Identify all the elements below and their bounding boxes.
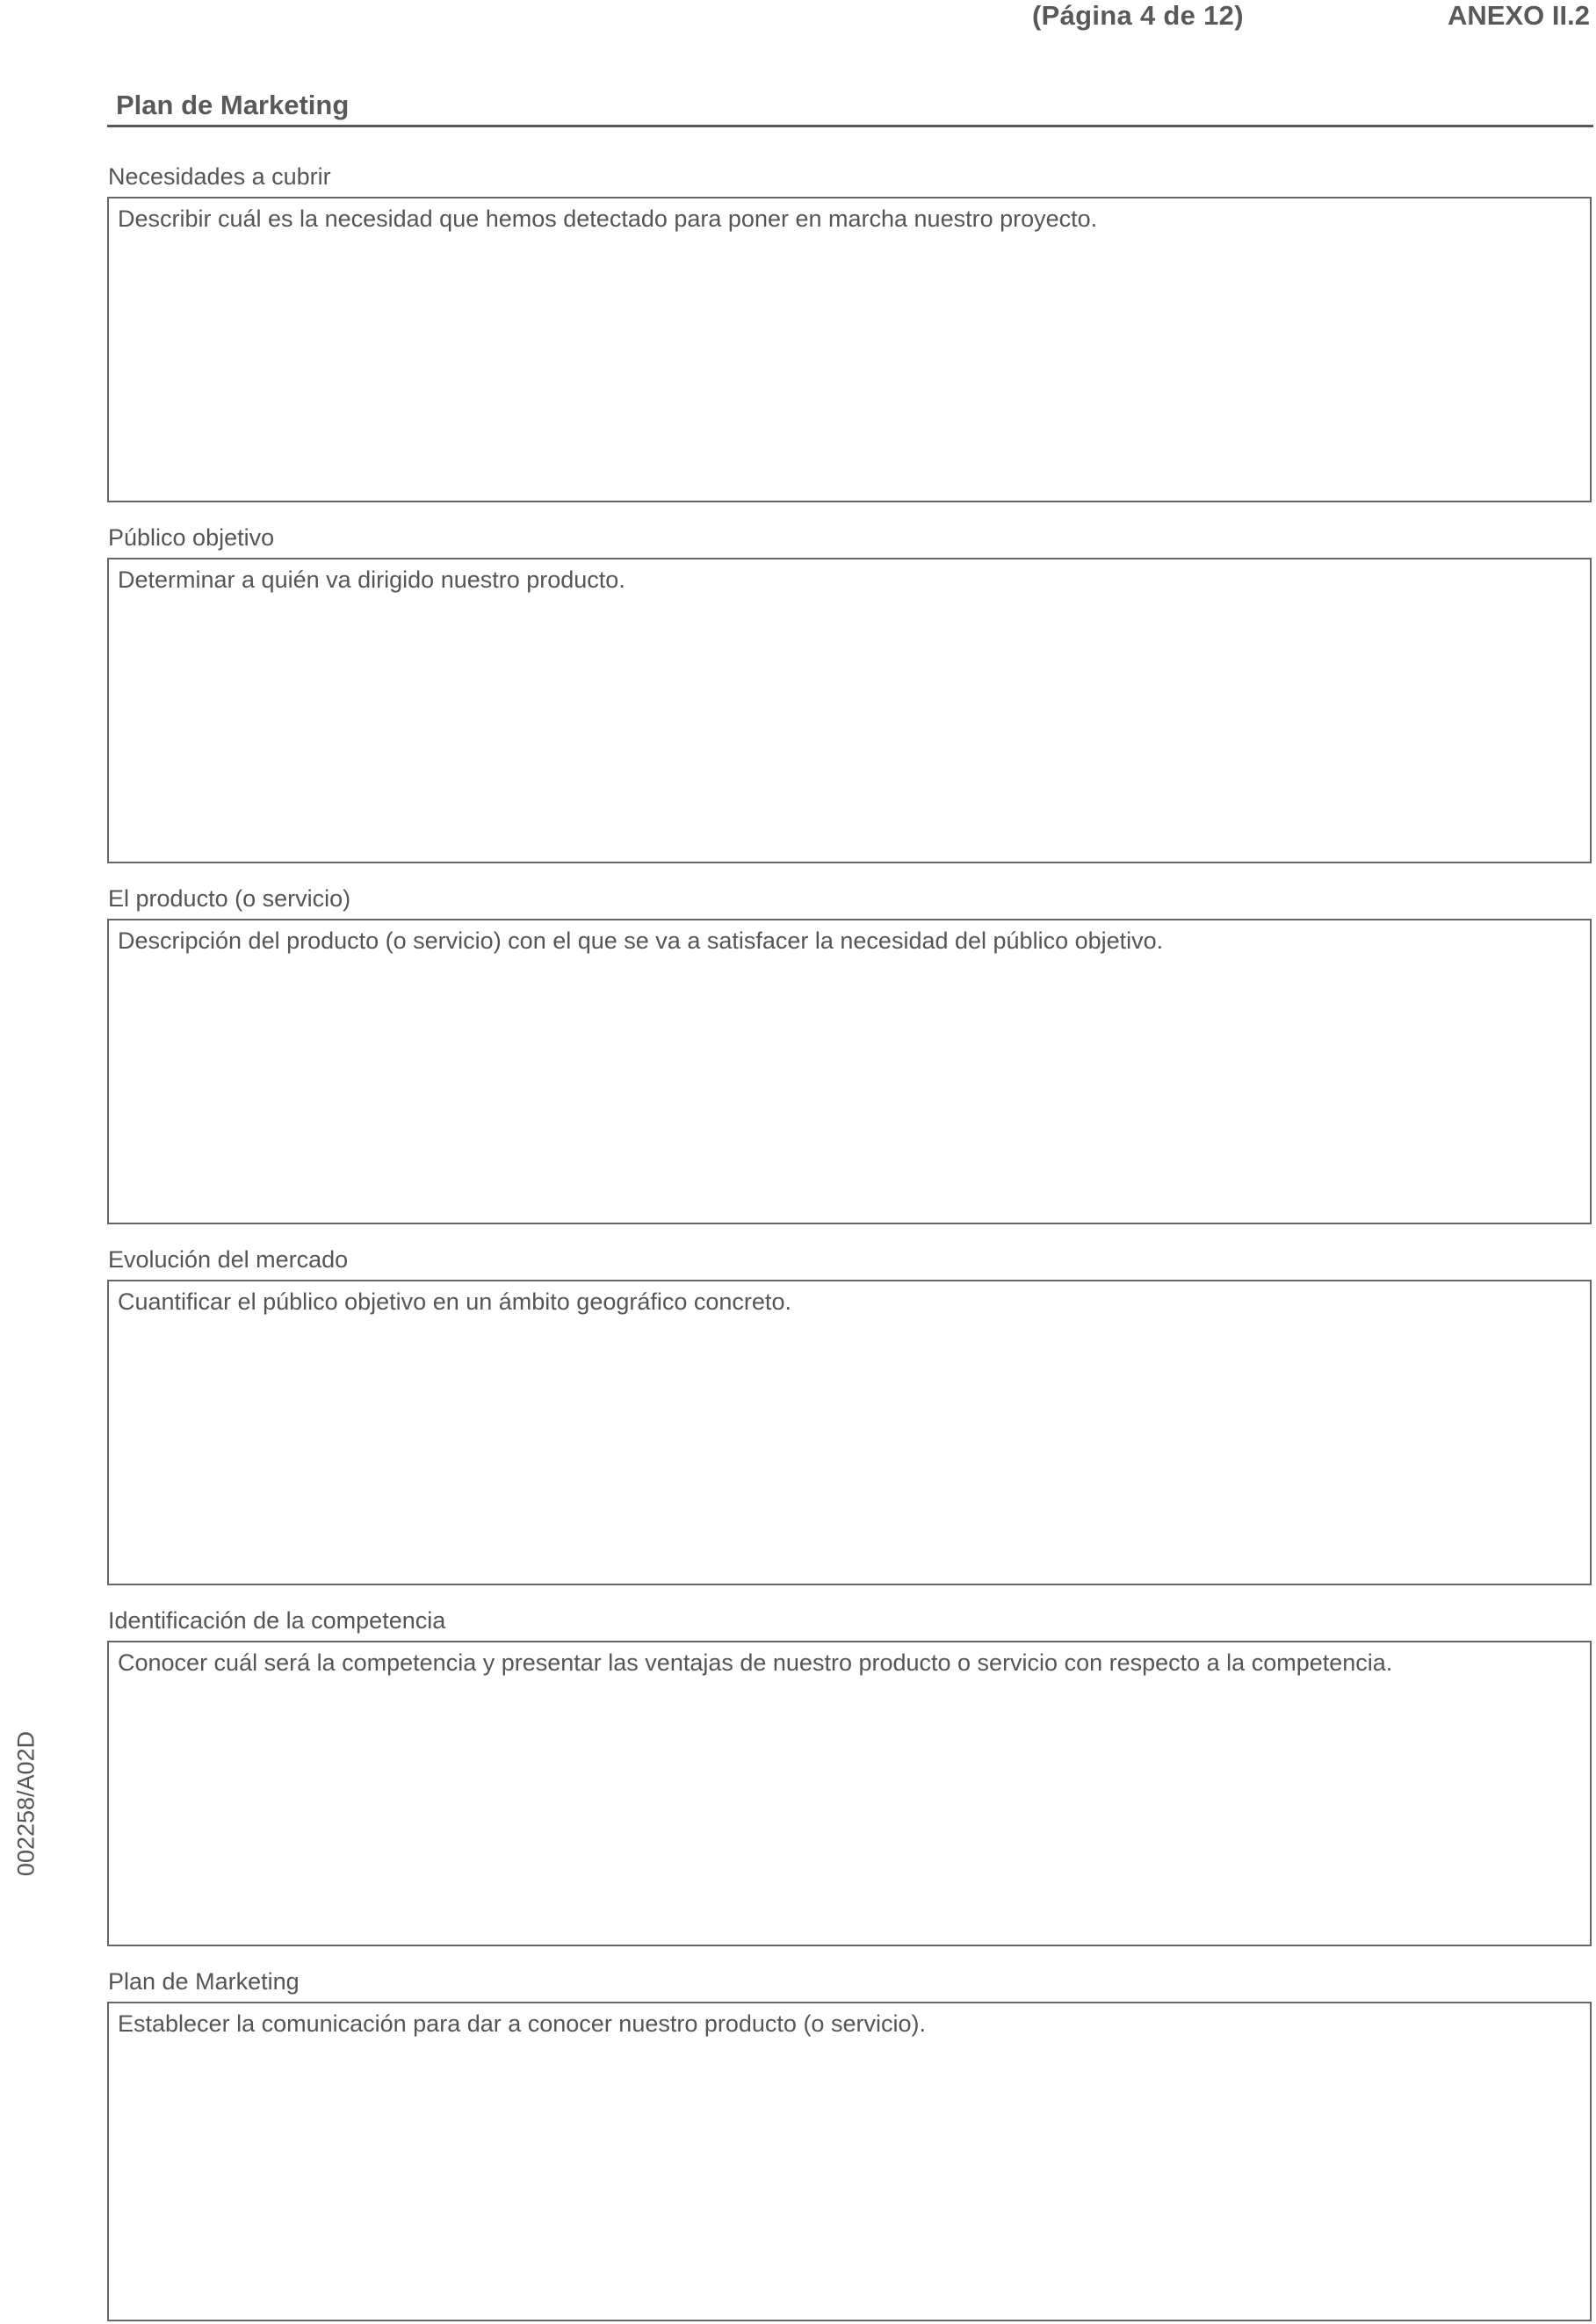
document-code: 002258/A02D xyxy=(12,1730,40,1877)
field-label-publico-objetivo: Público objetivo xyxy=(108,524,275,551)
field-hint-producto: Descripción del producto (o servicio) con el que se va a satisfacer la necesidad del público objetivo. xyxy=(118,927,1164,954)
field-label-necesidades: Necesidades a cubrir xyxy=(108,163,331,190)
field-box-publico-objetivo[interactable] xyxy=(107,558,1592,863)
field-box-competencia[interactable] xyxy=(107,1641,1592,1946)
annex-label: ANEXO II.2 xyxy=(1448,0,1590,31)
field-hint-necesidades: Describir cuál es la necesidad que hemos detectado para poner en marcha nuestro proyecto. xyxy=(118,206,1098,232)
field-box-evolucion-mercado[interactable] xyxy=(107,1280,1592,1585)
field-hint-publico-objetivo: Determinar a quién va dirigido nuestro producto. xyxy=(118,567,625,593)
field-label-competencia: Identificación de la competencia xyxy=(108,1607,446,1634)
page-number: (Página 4 de 12) xyxy=(1032,0,1244,31)
title-divider xyxy=(107,125,1593,127)
field-hint-plan-marketing: Establecer la comunicación para dar a conocer nuestro producto (o servicio). xyxy=(118,2010,926,2037)
field-label-plan-marketing: Plan de Marketing xyxy=(108,1968,300,1995)
field-label-evolucion-mercado: Evolución del mercado xyxy=(108,1246,349,1273)
field-hint-competencia: Conocer cuál será la competencia y presentar las ventajas de nuestro producto o servicio con respecto a la competencia. xyxy=(118,1649,1393,1676)
section-title: Plan de Marketing xyxy=(116,90,350,120)
field-box-necesidades[interactable] xyxy=(107,197,1592,502)
field-hint-evolucion-mercado: Cuantificar el público objetivo en un ámbito geográfico concreto. xyxy=(118,1288,791,1315)
field-box-producto[interactable] xyxy=(107,919,1592,1224)
field-label-producto: El producto (o servicio) xyxy=(108,885,351,912)
field-box-plan-marketing[interactable] xyxy=(107,2002,1592,2321)
